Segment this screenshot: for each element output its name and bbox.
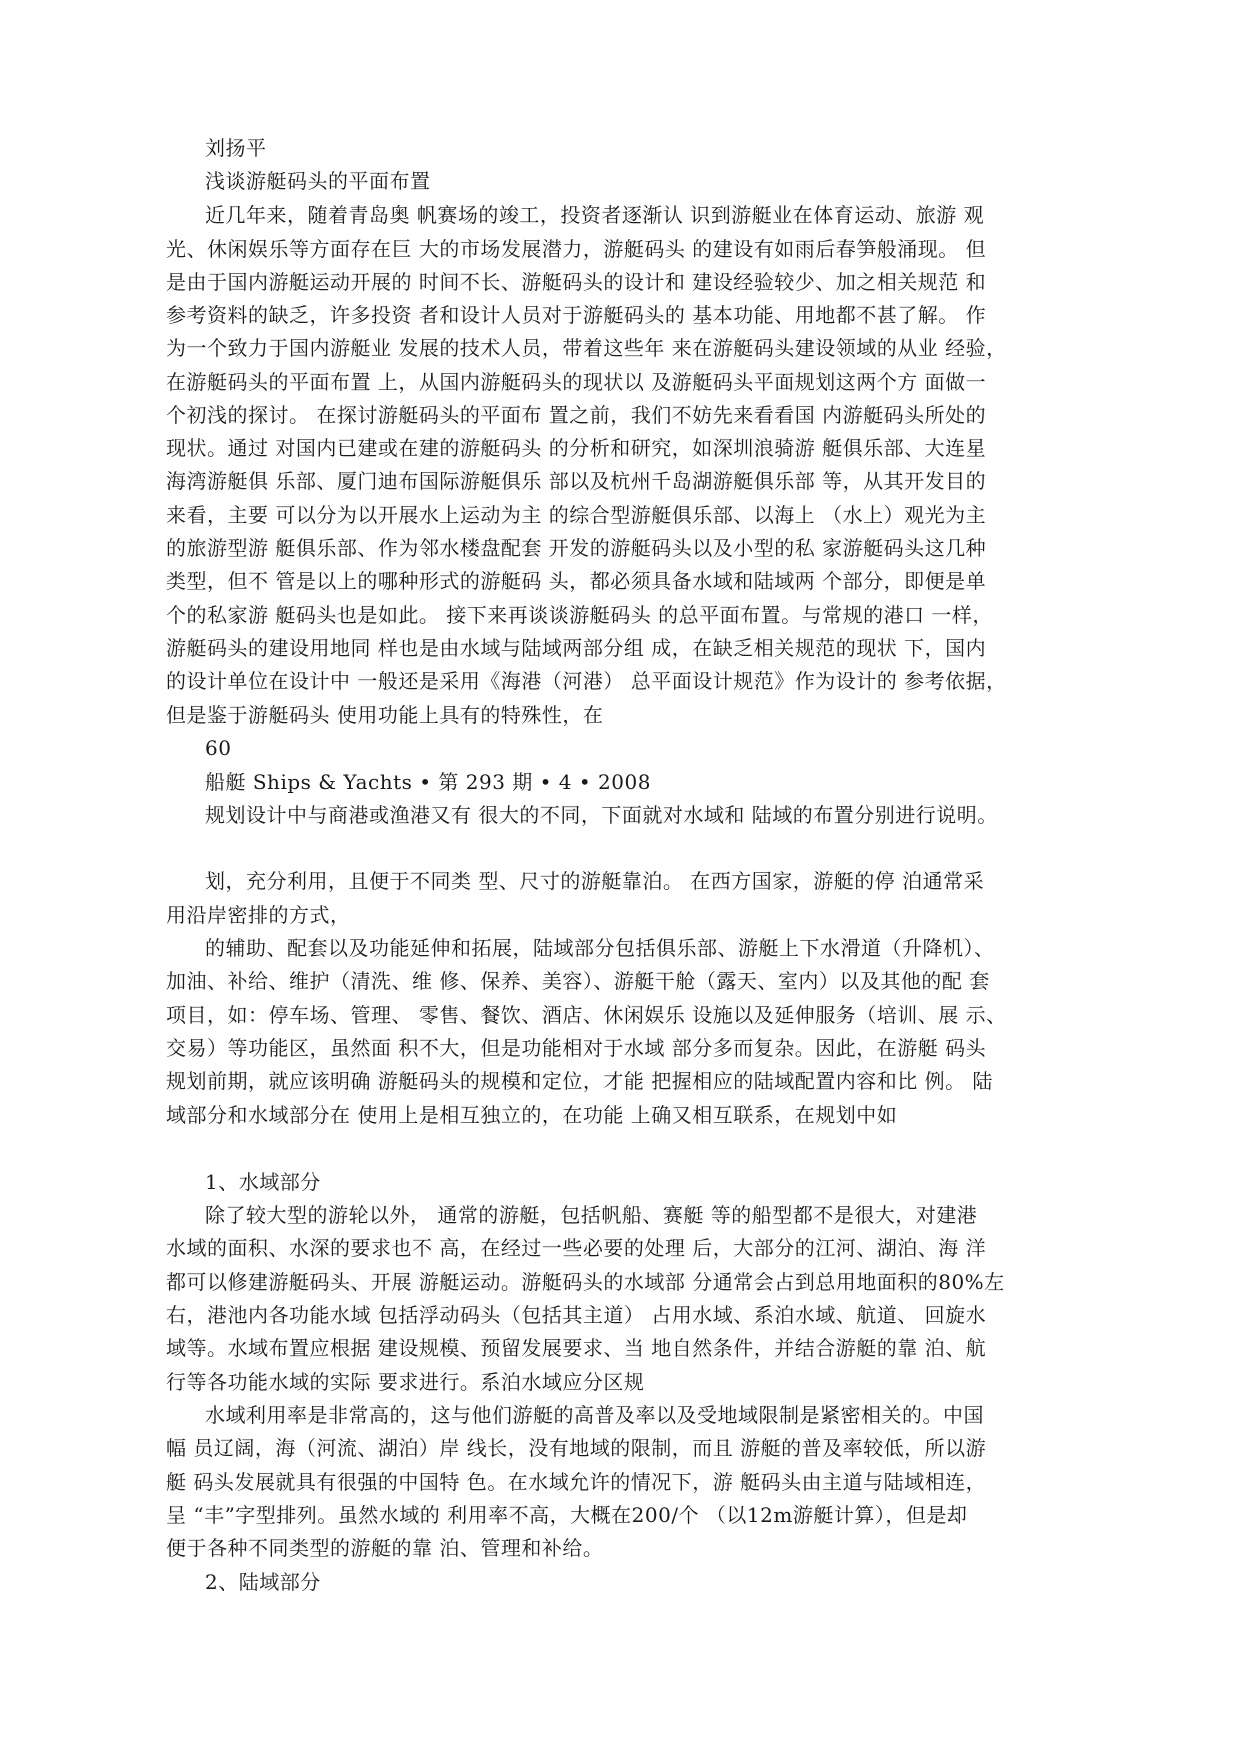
section1b-line: 幅 员辽阔，海（河流、湖泊）岸 线长，没有地域的限制，而且 游艇的普及率较低，所以游 [166,1436,987,1460]
journal-footer: 船艇 Ships & Yachts • 第 293 期 • 4 • 2008 [205,770,651,794]
intro-line: 来看，主要 可以分为以开展水上运动为主 的综合型游艇俱乐部、以海上 （水上）观光为主 [166,503,987,527]
intro-line: 现状。通过 对国内已建或在建的游艇码头 的分析和研究，如深圳浪骑游 艇俱乐部、大连星 [166,436,987,460]
intro-line: 是由于国内游艇运动开展的 时间不长、游艇码头的设计和 建设经验较少、加之相关规范 和 [166,270,987,294]
intro-line: 的设计单位在设计中 一般还是采用《海港（河港） 总平面设计规范》作为设计的 参考依据， [166,669,1007,693]
section1b-line: 艇 码头发展就具有很强的中国特 色。在水域允许的情况下，游 艇码头由主道与陆域相连， [166,1470,987,1494]
section1-line: 除了较大型的游轮以外， 通常的游艇，包括帆船、赛艇 等的船型都不是很大，对建港 [205,1203,978,1227]
section1-line: 水域的面积、水深的要求也不 高，在经过一些必要的处理 后，大部分的江河、湖泊、海 洋 [166,1236,987,1260]
intro-line: 近几年来，随着青岛奥 帆赛场的竣工，投资者逐渐认 识到游艇业在体育运动、旅游 观 [205,203,985,227]
fragment-line: 划，充分利用，且便于不同类 型、尺寸的游艇靠泊。 在西方国家，游艇的停 泊通常采 [205,869,985,893]
author-name: 刘扬平 [205,136,267,160]
intro-line: 但是鉴于游艇码头 使用功能上具有的特殊性，在 [166,703,604,727]
section1b-line: 便于各种不同类型的游艇的靠 泊、管理和补给。 [166,1536,604,1560]
section1-line: 都可以修建游艇码头、开展 游艇运动。游艇码头的水域部 分通常会占到总用地面积的80%左 [166,1270,1005,1294]
section1-line: 域等。水域布置应根据 建设规模、预留发展要求、当 地自然条件，并结合游艇的靠 泊、航 [166,1336,987,1360]
intro-line: 的旅游型游 艇俱乐部、作为邻水楼盘配套 开发的游艇码头以及小型的私 家游艇码头这几种 [166,536,987,560]
intro-line: 海湾游艇俱 乐部、厦门迪布国际游艇俱乐 部以及杭州千岛湖游艇俱乐部 等，从其开发目的 [166,469,987,493]
section1-line: 行等各功能水域的实际 要求进行。系泊水域应分区规 [166,1370,645,1394]
fragment-line: 域部分和水域部分在 使用上是相互独立的，在功能 上确又相互联系，在规划中如 [166,1103,898,1127]
intro-line: 在游艇码头的平面布置 上，从国内游艇码头的现状以 及游艇码头平面规划这两个方 面做一 [166,370,987,394]
section1-line: 右，港池内各功能水域 包括浮动码头（包括其主道） 占用水域、系泊水域、航道、 回旋水 [166,1303,987,1327]
fragment-line: 加油、补给、维护（清洗、维 修、保养、美容）、游艇干舱（露天、室内）以及其他的配 套 [166,969,990,993]
intro-line: 光、休闲娱乐等方面存在巨 大的市场发展潜力，游艇码头 的建设有如雨后春笋般涌现。 但 [166,237,987,261]
page-number: 60 [205,736,232,760]
intro-line: 参考资料的缺乏，许多投资 者和设计人员对于游艇码头的 基本功能、用地都不甚了解。 作 [166,303,987,327]
intro-line: 类型，但不 管是以上的哪种形式的游艇码 头，都必须具备水域和陆域两 个部分，即便是单 [166,569,987,593]
section-heading-water: 1、水域部分 [205,1170,321,1194]
section1b-line: 水域利用率是非常高的，这与他们游艇的高普及率以及受地域限制是紧密相关的。中国 [205,1403,984,1427]
article-title: 浅谈游艇码头的平面布置 [205,169,431,193]
fragment-line: 的辅助、配套以及功能延伸和拓展，陆域部分包括俱乐部、游艇上下水滑道（升降机）、 [205,936,995,960]
intro-line: 游艇码头的建设用地同 样也是由水域与陆域两部分组 成，在缺乏相关规范的现状 下，国内 [166,636,987,660]
fragment-line: 规划前期，就应该明确 游艇码头的规模和定位，才能 把握相应的陆域配置内容和比 例。 陆 [166,1069,993,1093]
fragment-line: 项目，如：停车场、管理、 零售、餐饮、酒店、休闲娱乐 设施以及延伸服务（培训、展 示、 [166,1003,1007,1027]
fragment-line: 交易）等功能区，虽然面 积不大，但是功能相对于水域 部分多而复杂。因此，在游艇 码头 [166,1036,987,1060]
section-heading-land: 2、陆域部分 [205,1570,321,1594]
fragment-line: 用沿岸密排的方式， [166,903,351,927]
intro-line: 个的私家游 艇码头也是如此。 接下来再谈谈游艇码头 的总平面布置。与常规的港口 一样， [166,603,993,627]
intro-line: 个初浅的探讨。 在探讨游艇码头的平面布 置之前，我们不妨先来看看国 内游艇码头所处的 [166,403,987,427]
continuation-line: 规划设计中与商港或渔港又有 很大的不同，下面就对水域和 陆域的布置分别进行说明。 [205,803,998,827]
intro-line: 为一个致力于国内游艇业 发展的技术人员，带着这些年 来在游艇码头建设领域的从业 经验， [166,336,1007,360]
section1b-line: 呈 “丰”字型排列。虽然水域的 利用率不高，大概在200/个 （以12m游艇计算），但是却 [166,1503,968,1527]
